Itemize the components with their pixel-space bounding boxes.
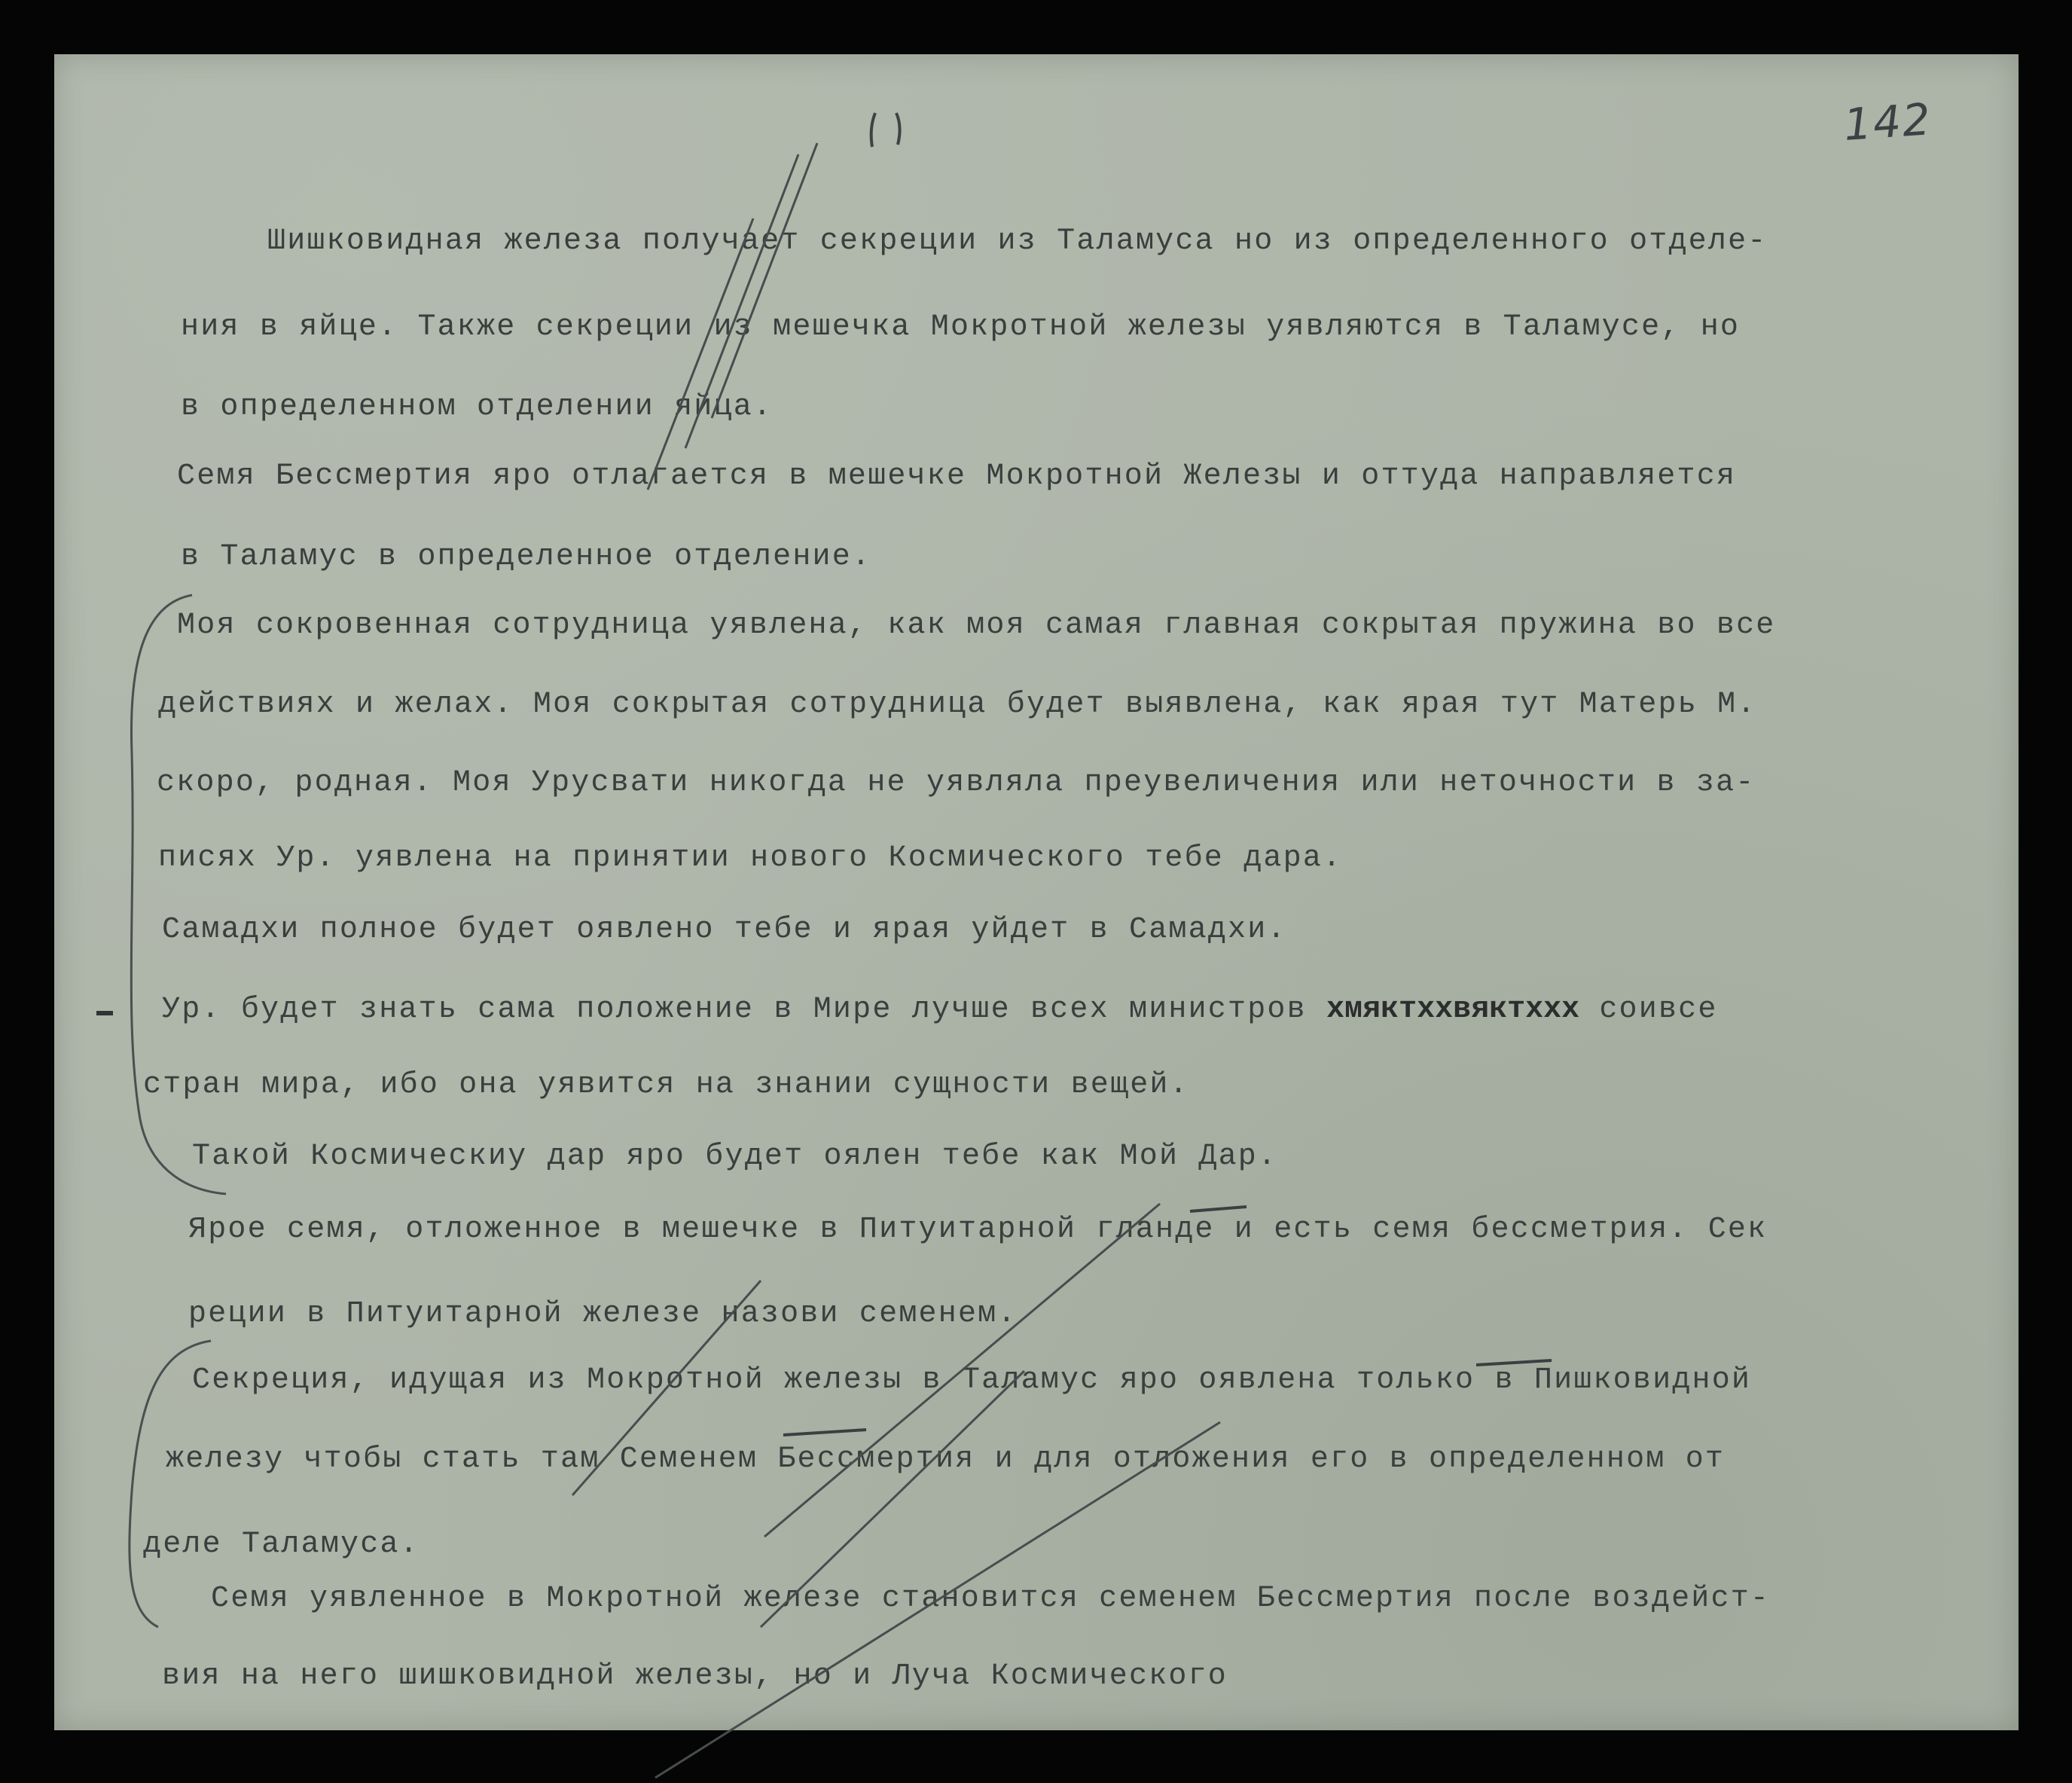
text-line: в Таламус в определенное отделение. bbox=[181, 540, 872, 574]
text-line-tail: соивсе bbox=[1599, 993, 1718, 1027]
folio-number: 142 bbox=[1842, 93, 1933, 151]
text-line: Ярое семя, отложенное в мешечке в Питуитарной гланде и есть семя бессметрия. Сек bbox=[188, 1213, 1768, 1247]
text-line: Самадхи полное будет оявлено тебе и ярая уйдет в Самадхи. bbox=[162, 913, 1287, 947]
text-line: скоро, родная. Моя Урусвати никогда не уявляла преувеличения или неточности в за- bbox=[157, 766, 1756, 800]
text-line: стран мира, ибо она уявится на знании сущности вещей. bbox=[143, 1068, 1189, 1102]
text-line: Семя Бессмертия яро отлагается в мешечке Мокротной Железы и оттуда направляется bbox=[177, 459, 1737, 493]
text-line-main: Ур. будет знать сама положение в Мире лучше всех министров bbox=[162, 993, 1307, 1027]
text-line: реции в Питуитарной железе назови семенем. bbox=[188, 1297, 1018, 1331]
text-line: Шишковидная железа получает секреции из Таламуса но из определенного отделе- bbox=[267, 224, 1768, 258]
document-page bbox=[54, 54, 2019, 1730]
text-line: в определенном отделении яйца. bbox=[181, 390, 774, 424]
text-line: действиях и желах. Моя сокрытая сотрудница будет выявлена, как ярая тут Матерь М. bbox=[158, 688, 1757, 722]
text-line: деле Таламуса. bbox=[143, 1528, 420, 1562]
struck-out-text: хмяктххвяктххх bbox=[1326, 993, 1580, 1027]
text-line: ния в яйце. Также секреции из мешечка Мокротной железы уявляются в Таламусе, но bbox=[181, 310, 1741, 344]
text-line: Такой Космическиу дар яро будет оялен тебе как Мой Дар. bbox=[192, 1140, 1278, 1174]
text-line: писях Ур. уявлена на принятии нового Космического тебе дара. bbox=[158, 841, 1343, 875]
text-line: Секреция, идущая из Мокротной железы в Таламус яро оявлена только в Пишковидной bbox=[192, 1363, 1752, 1397]
text-line: вия на него шишковидной железы, но и Луча Космического bbox=[162, 1659, 1228, 1693]
text-line: Моя сокровенная сотрудница уявлена, как моя самая главная сокрытая пружина во все bbox=[177, 609, 1776, 643]
text-line bbox=[162, 993, 1718, 1027]
text-line: железу чтобы стать там Семенем Бессмертия и для отложения его в определенном от bbox=[166, 1443, 1726, 1476]
text-line: Семя уявленное в Мокротной железе становится семенем Бессмертия после воздейст- bbox=[211, 1582, 1771, 1616]
